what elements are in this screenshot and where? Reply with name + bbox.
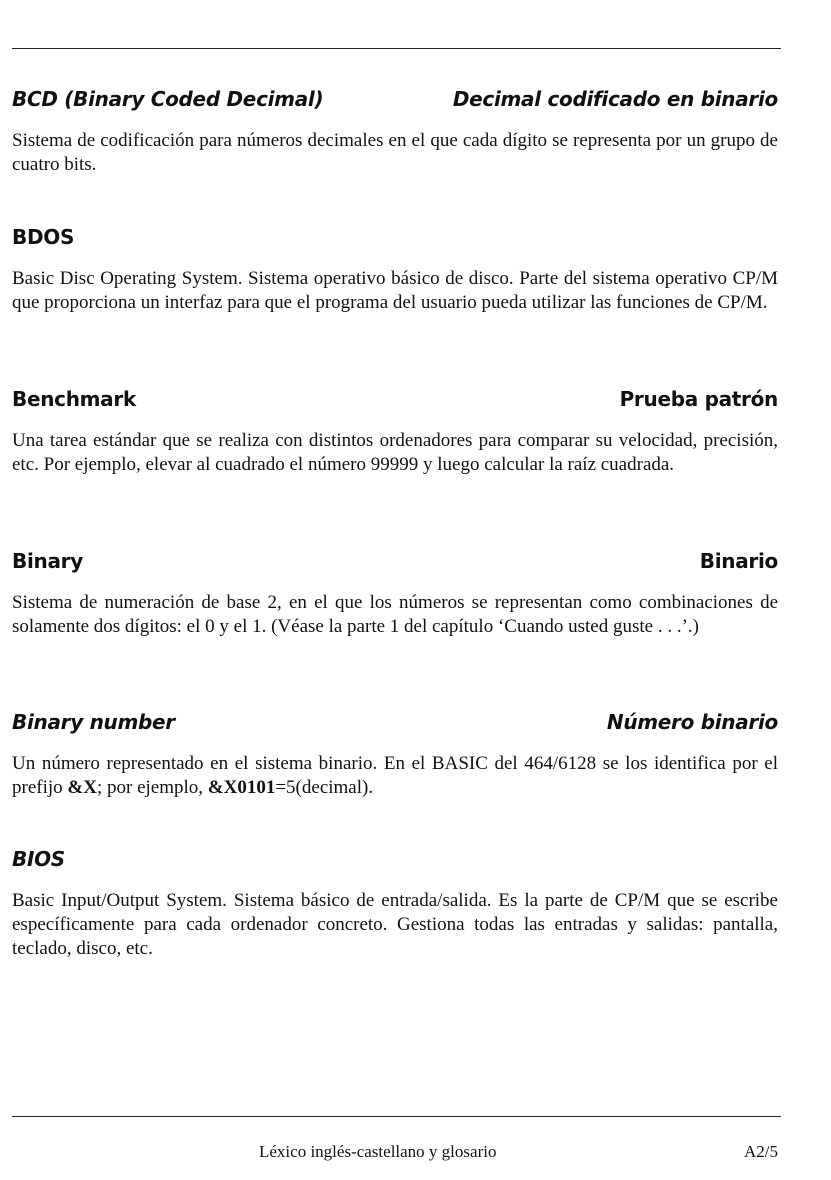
entry-benchmark [12, 385, 778, 477]
top-rule [12, 48, 781, 49]
english-term: Binary [12, 549, 83, 573]
entry-bcd [12, 85, 778, 177]
bottom-rule [12, 1116, 781, 1117]
spanish-translation: Número binario [606, 710, 778, 734]
entry-definition: Sistema de numeración de base 2, en el que los números se representan como combinaciones de solamente dos dígitos: el 0 y el 1. (Véase la parte 1 del capítulo ‘Cuando usted guste . . .’.) [12, 592, 778, 638]
definition-text: =5(decimal). [275, 777, 374, 799]
definition-text: Un número representado en el sistema binario. En el BASIC del 464/6128 se los identifica por el prefijo [12, 753, 778, 799]
english-term: Benchmark [12, 387, 136, 411]
entry-heading [12, 708, 778, 736]
entry-heading [12, 547, 778, 575]
spanish-translation: Decimal codificado en binario [452, 87, 778, 111]
entry-binary-number [12, 708, 778, 800]
entry-definition: Sistema de codificación para números decimales en el que cada dígito se representa por un grupo de cuatro bits. [12, 130, 778, 176]
footer-title: Léxico inglés-castellano y glosario [259, 1142, 497, 1161]
entry-definition: Basic Disc Operating System. Sistema operativo básico de disco. Parte del sistema operativo CP/M que proporciona un interfaz para que el programa del usuario pueda utilizar las funciones de CP/M. [12, 268, 778, 314]
entry-bdos [12, 223, 778, 315]
entry-definition: Una tarea estándar que se realiza con distintos ordenadores para comparar su velocidad, precisión, etc. Por ejemplo, elevar al cuadrado el número 99999 y luego calcular la raíz cuadrada. [12, 430, 778, 476]
entry-bios [12, 845, 778, 962]
spanish-translation: Binario [699, 549, 778, 573]
english-term: Binary number [12, 710, 175, 734]
english-term: BDOS [12, 225, 75, 249]
entry-heading [12, 85, 778, 113]
entry-definition [12, 752, 778, 800]
entry-heading [12, 223, 778, 251]
entry-heading [12, 845, 778, 873]
spanish-translation: Prueba patrón [619, 387, 778, 411]
entry-binary [12, 547, 778, 639]
english-term: BCD (Binary Coded Decimal) [12, 87, 324, 111]
entry-definition: Basic Input/Output System. Sistema básico de entrada/salida. Es la parte de CP/M que se escribe específicamente para cada ordenador concreto. Gestiona todas las entradas y salidas: pantalla, teclado, disco, etc. [12, 890, 778, 960]
code-prefix: &X [67, 777, 97, 799]
code-example: &X0101 [207, 777, 276, 799]
page-number: A2/5 [744, 1142, 778, 1161]
english-term: BIOS [12, 847, 65, 871]
entry-heading [12, 385, 778, 413]
definition-text: ; por ejemplo, [96, 777, 208, 799]
